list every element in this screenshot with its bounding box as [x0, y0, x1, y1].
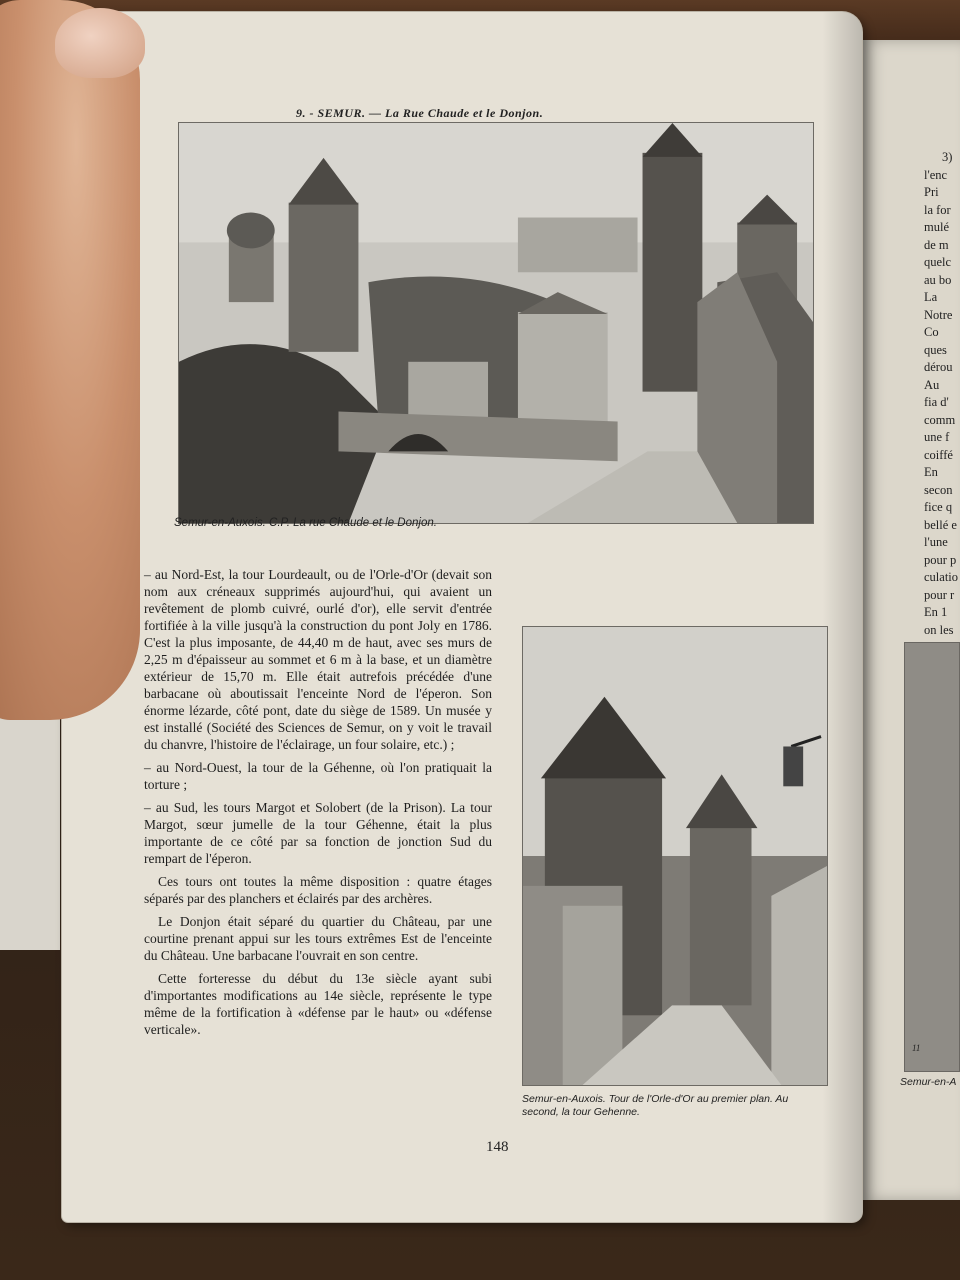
right-page-photo	[904, 642, 960, 1072]
right-page-line: bellé e	[924, 517, 957, 532]
paragraph-donjon: Le Donjon était séparé du quartier du Château, par une courtine prenant appui sur les tours extrêmes Est de l'enceinte du Château. Une barbacane l'ouvrait en son centre.	[144, 914, 492, 963]
right-page-line: 3)	[942, 150, 953, 164]
right-page-photo-number: 11	[912, 1043, 921, 1053]
paragraph-disposition: Ces tours ont toutes la même disposition : quatre étages séparés par des planchers et éclairés par des archères.	[144, 874, 492, 906]
right-page-line: ques	[924, 342, 947, 357]
right-page-line: dérou	[924, 360, 953, 374]
right-page-line: la for	[924, 202, 951, 217]
right-page-line: fia d'	[924, 395, 949, 409]
right-page-line: coiffé	[924, 447, 953, 462]
bottom-photo	[522, 626, 828, 1086]
town-street-image	[179, 123, 813, 523]
paragraph-gehenne: – au Nord-Ouest, la tour de la Géhenne, où l'on pratiquait la torture ;	[144, 760, 492, 792]
right-page-line: pour p	[924, 552, 957, 567]
right-page-line: culatio	[924, 570, 959, 584]
right-page-line: Pri	[924, 185, 939, 199]
right-page-line: l'une	[924, 535, 948, 549]
right-page-line: Co	[924, 325, 939, 339]
bottom-photo-caption-line2: second, la tour Gehenne.	[522, 1106, 640, 1118]
bottom-photo-caption-line1: Semur-en-Auxois. Tour de l'Orle-d'Or au premier plan. Au	[522, 1093, 789, 1105]
page-number: 148	[486, 1139, 509, 1155]
right-page-line: Au	[924, 377, 940, 392]
paragraph-orle-dor: – au Nord-Est, la tour Lourdeault, ou de l'Orle-d'Or (devait son nom aux créneaux supprimés aujourd'hui, qui avaient un revêtement de plomb cuivré, ourlé d'or), elle servit d'entrée fortifiée à la ville jusqu'à la construction du pont Joly en 1786. C'est la plus imposante, de 44,40 m de haut, avec ses murs de 2,25 m d'épaisseur au sommet et 6 m à la base, et un diamètre extérieur de 15,70 m. Elle était autrefois précédée d'une barbacane où aboutissait l'enceinte Nord de l'éperon. Son énorme lézarde, côté pont, date du siège de 1589. Un musée y est installé (Société des Sciences de Semur, on y voit le travail du chanvre, l'histoire de l'éclairage, un four solaire, etc.) ;	[144, 567, 492, 752]
paragraph-forteresse: Cette forteresse du début du 13e siècle ayant subi d'importantes modifications au 14e siècle, représente le type même de la fortification à «défense par le haut» ou «défense verticale».	[144, 971, 492, 1037]
right-page-line: En 1	[924, 605, 948, 619]
right-page-line: quelc	[924, 255, 952, 269]
right-page-line: l'enc	[924, 167, 948, 182]
right-page-line: une f	[924, 430, 950, 444]
paragraph-margot: – au Sud, les tours Margot et Solobert (de la Prison). La tour Margot, sœur jumelle de la tour Géhenne, était la plus importante de ce côté par sa fonction de jonction Sud du rempart de l'éperon.	[144, 800, 492, 866]
right-page-line: au bo	[924, 272, 952, 287]
right-page-line: La	[924, 290, 938, 304]
right-page-line: secon	[924, 482, 953, 497]
thumb-nail	[55, 8, 145, 78]
right-page-caption: Semur-en-A	[900, 1076, 957, 1088]
body-text	[144, 566, 492, 1044]
right-page-line: mulé	[924, 220, 949, 234]
towers-image	[523, 627, 827, 1085]
top-photo	[178, 122, 814, 524]
right-page-line: comm	[924, 412, 956, 427]
plate-title: 9. - SEMUR. — La Rue Chaude et le Donjon.	[296, 106, 544, 120]
hand	[0, 0, 140, 720]
right-page-line: pour r	[924, 587, 955, 602]
right-page-line: En	[924, 465, 938, 479]
right-page-line: fice q	[924, 500, 953, 514]
paper-stack	[0, 690, 60, 950]
right-page-line: Notre	[924, 307, 953, 322]
right-page-line: on les	[924, 622, 954, 637]
top-photo-caption: Semur-en-Auxois. C.P. La rue Chaude et le Donjon.	[174, 517, 437, 529]
right-page-line: de m	[924, 237, 949, 252]
